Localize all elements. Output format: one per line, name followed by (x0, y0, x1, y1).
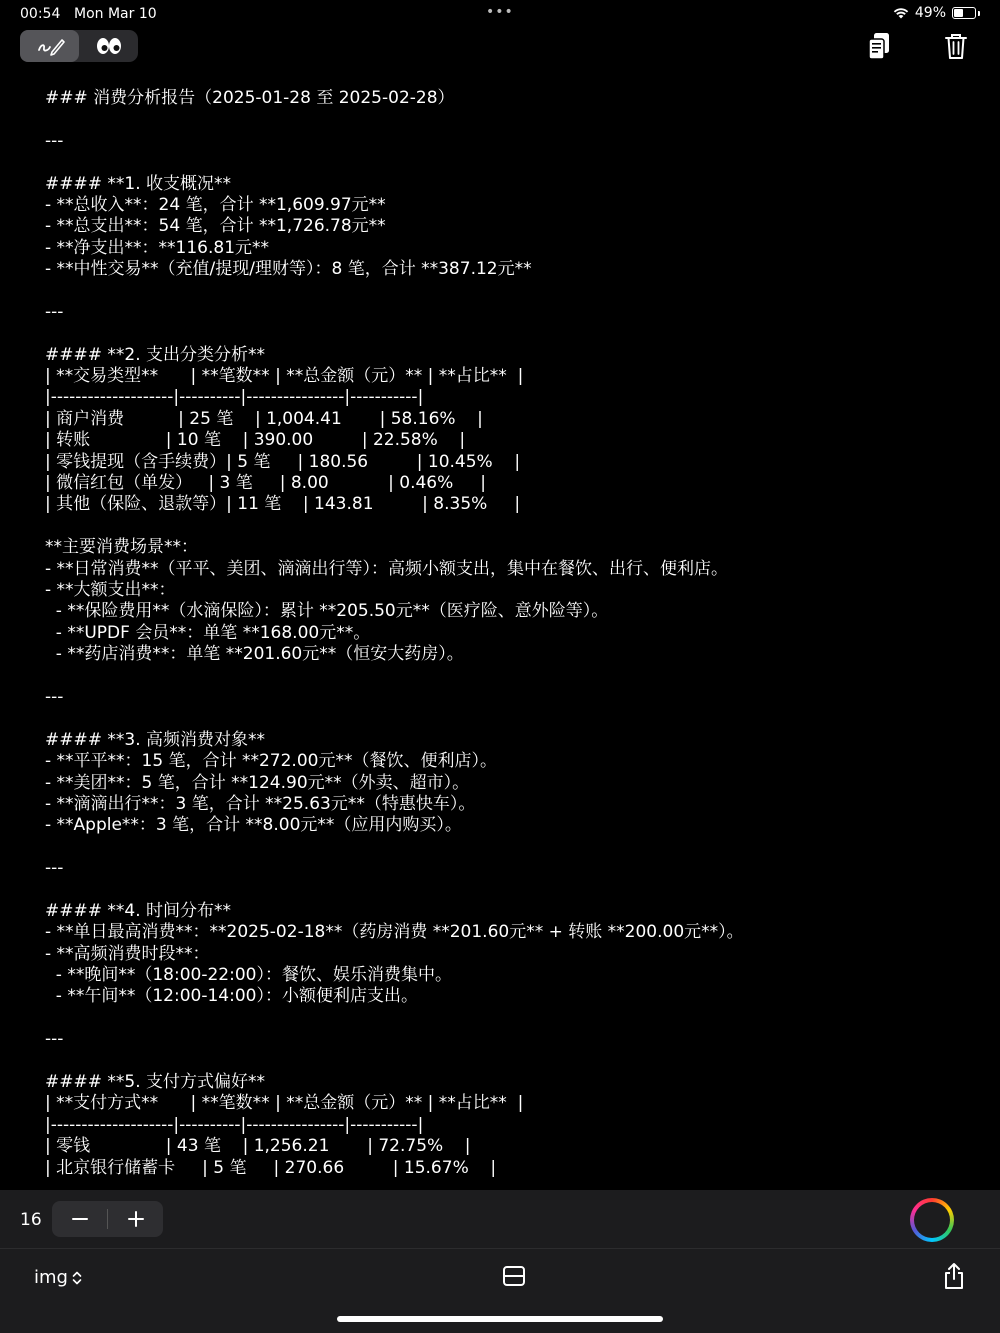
bottom-toolbar (0, 1190, 1000, 1333)
mode-toggle (20, 30, 138, 62)
delete-button[interactable] (938, 28, 974, 64)
document-line: --- (45, 686, 64, 707)
document-line: --- (45, 301, 64, 322)
document-line (45, 708, 985, 729)
document-line (45, 879, 985, 900)
document-line (45, 837, 985, 858)
top-toolbar (0, 28, 1000, 66)
document-line: - **日常消费**（平平、美团、滴滴出行等）：高频小额支出，集中在餐饮、出行、便利店。 (45, 558, 729, 579)
view-mode-button[interactable] (79, 30, 138, 62)
document-line (45, 1008, 985, 1029)
document-line: --- (45, 858, 64, 879)
document-line: #### **3. 高频消费对象** (45, 729, 266, 750)
document-line: | 转账 | 10 笔 | 390.00 | 22.58% | (45, 430, 466, 451)
document-line (45, 109, 985, 130)
minus-icon (71, 1210, 89, 1228)
share-button[interactable] (942, 1262, 966, 1294)
document-line: |--------------------|----------|----------------|-----------| (45, 387, 424, 408)
color-picker-button[interactable] (910, 1198, 954, 1242)
document-line: #### **1. 收支概况** (45, 173, 232, 194)
document-line: ### 消费分析报告（2025-01-28 至 2025-02-28） (45, 88, 455, 108)
edit-mode-button[interactable] (20, 30, 79, 62)
battery-icon (952, 7, 976, 19)
decrease-font-button[interactable] (52, 1201, 107, 1237)
trash-icon (944, 32, 968, 60)
document-line (45, 1051, 985, 1072)
share-icon (942, 1262, 966, 1290)
plus-icon (127, 1210, 145, 1228)
status-date: Mon Mar 10 (74, 6, 157, 22)
chevron-up-down-icon (72, 1270, 82, 1286)
document-line: | 零钱 | 43 笔 | 1,256.21 | 72.75% | (45, 1136, 471, 1157)
document-line (45, 666, 985, 687)
document-line: | 零钱提现（含手续费）| 5 笔 | 180.56 | 10.45% | (45, 451, 521, 472)
status-time: 00:54 (20, 6, 61, 22)
document-line (45, 281, 985, 302)
document-line: - **UPDF 会员**：单笔 **168.00元**。 (45, 622, 371, 643)
status-bar (0, 0, 1000, 28)
document-line: - **平平**：15 笔，合计 **272.00元**（餐饮、便利店）。 (45, 751, 497, 772)
document-line: - **大额支出**： (45, 579, 176, 600)
battery-tip (978, 11, 980, 16)
copy-icon (866, 31, 892, 61)
document-line: - **药店消费**：单笔 **201.60元**（恒安大药房）。 (45, 644, 464, 665)
document-line: --- (45, 130, 64, 151)
color-ring-center (914, 1202, 950, 1238)
document-line (45, 152, 985, 173)
layout-toggle-button[interactable] (502, 1264, 526, 1292)
document-line: #### **5. 支付方式偏好** (45, 1071, 266, 1092)
document-line: - **总收入**：24 笔，合计 **1,609.97元** (45, 194, 386, 215)
document-line: | **交易类型** | **笔数** | **总金额（元）** | **占比** | (45, 366, 524, 387)
document-line: | **支付方式** | **笔数** | **总金额（元）** | **占比** | (45, 1093, 524, 1114)
font-size-stepper (52, 1201, 163, 1237)
eyes-icon (95, 36, 123, 56)
document-line: | 微信红包（单发） | 3 笔 | 8.00 | 0.46% | (45, 473, 487, 494)
document-line: - **保险费用**（水滴保险）：累计 **205.50元**（医疗险、意外险等）。 (45, 601, 609, 622)
document-line: - **单日最高消费**：**2025-02-18**（药房消费 **201.60元** + 转账 **200.00元**）。 (45, 922, 744, 943)
document-line: - **滴滴出行**：3 笔，合计 **25.63元**（特惠快车）。 (45, 793, 476, 814)
document-line: - **高频消费时段**： (45, 943, 210, 964)
multitasking-dots-icon[interactable]: ••• (486, 4, 514, 20)
document-line: | 其他（保险、退款等）| 11 笔 | 143.81 | 8.35% | (45, 494, 521, 515)
battery-percent: 49% (914, 5, 946, 21)
document-line: - **Apple**：3 笔，合计 **8.00元**（应用内购买）。 (45, 815, 462, 836)
document-line: - **美团**：5 笔，合计 **124.90元**（外卖、超市）。 (45, 772, 470, 793)
wifi-icon (893, 7, 909, 19)
status-indicators (893, 5, 980, 21)
document-line: | 商户消费 | 25 笔 | 1,004.41 | 58.16% | (45, 408, 483, 429)
document-line: - **总支出**：54 笔，合计 **1,726.78元** (45, 216, 386, 237)
document-line: - **净支出**：**116.81元** (45, 237, 270, 258)
home-indicator (337, 1316, 663, 1322)
document-line: - **中性交易**（充值/提现/理财等）：8 笔，合计 **387.12元** (45, 259, 532, 280)
document-line (45, 516, 985, 537)
font-size-value: 16 (20, 1210, 42, 1230)
document-line: - **午间**（12:00-14:00）：小额便利店支出。 (45, 986, 418, 1007)
document-line: --- (45, 1029, 64, 1050)
bottom-divider (0, 1248, 1000, 1249)
document-line: | 北京银行储蓄卡 | 5 笔 | 270.66 | 15.67% | (45, 1157, 497, 1178)
battery-fill (954, 9, 963, 17)
document-line (45, 323, 985, 344)
document-line: **主要消费场景**： (45, 537, 198, 558)
pencil-edit-icon (35, 36, 65, 56)
mode-select-label: img (34, 1267, 68, 1288)
document-line: - **晚间**（18:00-22:00）：餐饮、娱乐消费集中。 (45, 965, 452, 986)
mode-select[interactable] (34, 1267, 82, 1288)
document-line: #### **4. 时间分布** (45, 900, 232, 921)
copy-button[interactable] (861, 28, 897, 64)
split-layout-icon (502, 1264, 526, 1288)
increase-font-button[interactable] (108, 1201, 163, 1237)
document-line: #### **2. 支出分类分析** (45, 344, 266, 365)
document-line: |--------------------|----------|----------------|-----------| (45, 1114, 424, 1135)
document-text-area[interactable] (45, 88, 985, 1188)
